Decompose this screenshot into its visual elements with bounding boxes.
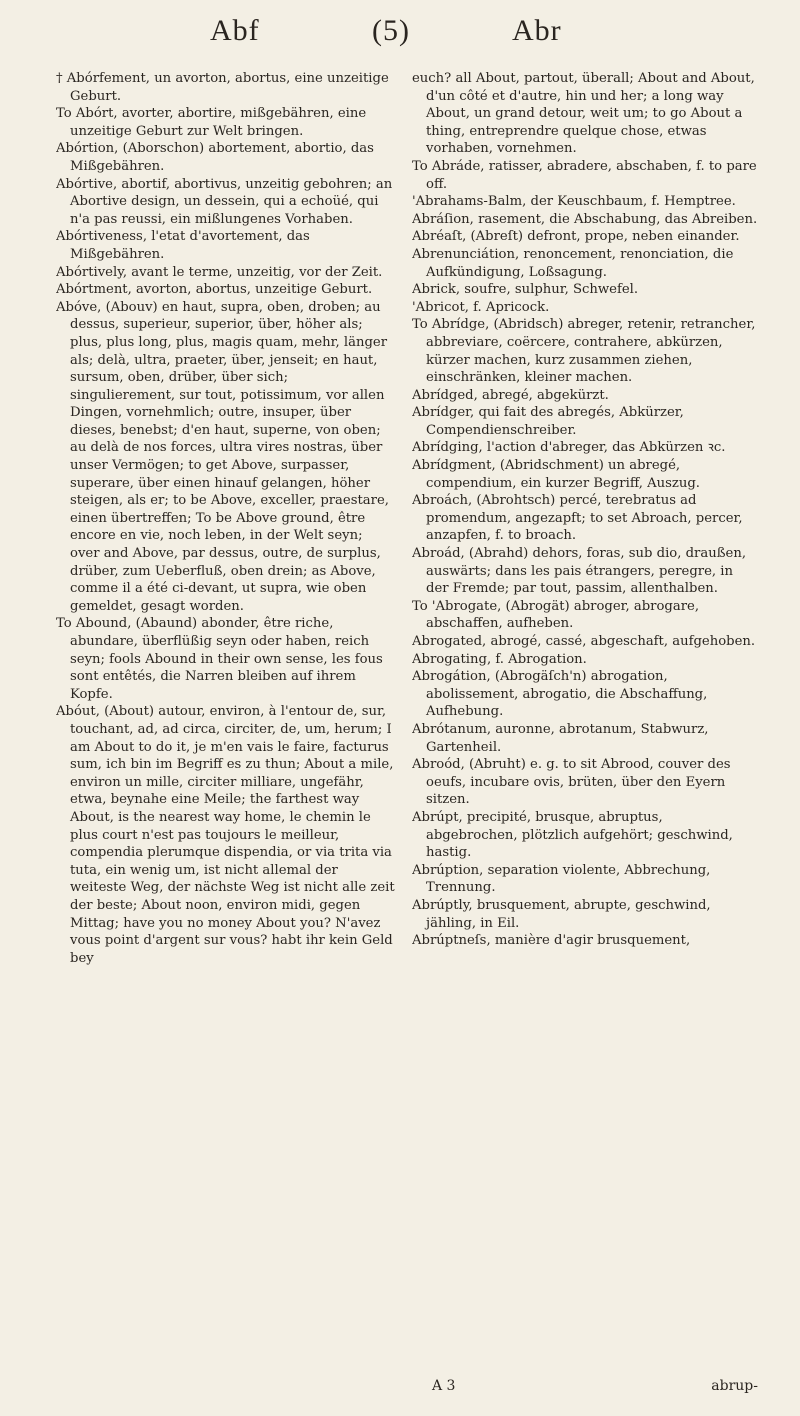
page-footer — [412, 1378, 758, 1398]
entry-definition: avant le terme, unzeitig, vor der Zeit. — [131, 264, 383, 280]
running-header — [0, 0, 800, 70]
entry-headword: Abrick, — [412, 282, 461, 298]
entry-definition: (Abruht) e. g. to sit Abrood, couver des oeufs, incubare ovis, brüten, über den Eyern sitzen. — [426, 757, 731, 808]
entry-headword: To Abrídge, — [412, 317, 490, 333]
entry-headword: Abórtion, — [56, 141, 119, 157]
entry-headword: Abrídgment, — [412, 458, 496, 474]
catchword: abrup- — [711, 1378, 758, 1394]
dictionary-entry — [412, 809, 758, 862]
entry-definition: (Aborschon) abortement, abortio, das Mißgebähren. — [70, 141, 374, 174]
entry-definition: abortif, abortivus, unzeitig gebohren; an Abortive design, un dessein, qui a echoüé, qui n'a pas reussi, ein mißlungenes Vorhaben. — [70, 176, 393, 227]
entry-headword: Abóut, — [56, 704, 100, 720]
right-column — [412, 70, 758, 1410]
entry-definition: f. Abrogation. — [495, 651, 587, 667]
entry-definition: auronne, abrotanum, Stabwurz, Gartenheil. — [426, 721, 709, 755]
entry-definition: separation violente, Abbrechung, Trennung. — [426, 862, 711, 896]
dictionary-entry — [412, 721, 758, 756]
entry-headword: Abóve, — [56, 299, 102, 315]
entry-definition: (Abreſt) defront, prope, neben einander. — [470, 229, 740, 245]
entry-definition: precipité, brusque, abruptus, abgebrochen, plötzlich aufgehört; geschwind, hastig. — [426, 809, 733, 861]
entry-headword: Abórtive, — [56, 176, 118, 192]
entry-definition: brusquement, abrupte, geschwind, jähling, in Eil. — [426, 897, 711, 931]
entry-headword: Abroód, — [412, 757, 465, 773]
signature-mark: A 3 — [432, 1378, 456, 1394]
entry-headword: Abrenunciátion, — [412, 246, 520, 262]
dictionary-entry — [412, 316, 758, 386]
entry-definition: qui fait des abregés, Abkürzer, Compendienschreiber. — [426, 405, 684, 438]
dictionary-entry — [412, 246, 758, 281]
entry-definition: renoncement, renonciation, die Aufkündigung, Loßsagung. — [426, 246, 734, 280]
dictionary-entry — [412, 862, 758, 897]
entry-definition: (About) autour, environ, à l'entour de, sur, touchant, ad, ad circa, circiter, de, um, herum; I am About to do it, je m'en vais le faire, facturus sum, ich bin im Begriff es zu thun; About a mile, environ un mille, circiter milliare, ungefähr, etwa, beynahe eine Meile; the farthest way About, is the nearest way home, le chemin le plus court n'est pas toujours le meilleur, compendia plerumque dispendia, or via trita via tuta, ein wenig um, ist nicht allemal der weiteste Weg, der nächste Weg ist nicht alle zeit der beste; About noon, environ midi, gegen Mittag; have you no money About you? N'avez vous point d'argent sur vous? habt ihr kein Geld bey — [70, 704, 395, 966]
entry-headword: Abórtment, — [56, 282, 132, 298]
dictionary-entry — [56, 70, 396, 105]
entry-headword: Abrogátion, — [412, 669, 491, 685]
entry-headword: Abrogating, — [412, 651, 492, 667]
dictionary-entry — [412, 158, 758, 193]
dictionary-entry — [412, 668, 758, 721]
page-number: (5) — [372, 14, 410, 47]
entry-headword: Abrúptneſs, — [412, 933, 491, 949]
entry-headword: 'Abrahams-Balm, — [412, 194, 527, 210]
dictionary-entry — [412, 932, 758, 950]
dictionary-entry — [56, 281, 396, 299]
entry-definition: (Abrogät) abroger, abrogare, abschaffen, aufheben. — [426, 598, 700, 632]
entry-definition: abregé, abgekürzt. — [482, 387, 609, 403]
entry-definition: (Abridschment) un abregé, compendium, ein kurzer Begriff, Auszug. — [426, 458, 700, 491]
entry-definition: euch? all About, partout, überall; About and About, d'un côté et d'autre, hin und her; a long way About, un grand detour, weit um; to go About a thing, entreprendre quelque chose, etwas vorhaben, vornehmen. — [412, 71, 755, 157]
dictionary-entry — [56, 264, 396, 282]
entry-definition: manière d'agir brusquement, — [494, 933, 691, 949]
entry-definition: abrogé, cassé, abgeschaft, aufgehoben. — [490, 634, 756, 649]
entry-definition: (Abrogäſch'n) abrogation, abolissement, abrogatio, die Abschaffung, Aufhebung. — [426, 669, 708, 720]
entry-definition: ratisser, abradere, abschaben, f. to pare off. — [426, 158, 757, 192]
dictionary-entry — [56, 176, 396, 229]
entry-definition: avorter, abortire, mißgebähren, eine unzeitige Geburt zur Welt bringen. — [70, 106, 367, 139]
entry-headword: Abroád, — [412, 546, 465, 562]
left-column — [56, 70, 396, 1410]
dictionary-entry — [412, 651, 758, 669]
entry-definition: avorton, abortus, unzeitige Geburt. — [136, 282, 373, 298]
dictionary-entry — [412, 387, 758, 405]
entry-definition: der Keuschbaum, f. Hemptree. — [530, 194, 736, 210]
entry-definition: un avorton, abortus, eine unzeitige Geburt. — [70, 71, 389, 104]
entry-definition: l'action d'abreger, das Abkürzen ꝛc. — [486, 440, 726, 456]
entry-definition: (Abridsch) abreger, retenir, retrancher, abbreviare, coërcere, contrahere, abkürzen, kürzer machen, kurz zusammen ziehen, einschränken, kleiner machen. — [426, 317, 756, 386]
entry-headword: Abrogated, — [412, 634, 487, 649]
entry-headword: To Abórt, — [56, 106, 118, 122]
dictionary-entry — [412, 281, 758, 299]
entry-definition: (Abaund) abonder, être riche, abundare, überflüßig seyn oder haben, reich seyn; fools Abound in their own sense, les fous sont entêtés, die Narren bleiben auf ihrem Kopfe. — [70, 616, 383, 702]
entry-headword: Abrúption, — [412, 862, 484, 878]
dictionary-entry — [412, 457, 758, 492]
entry-definition: (Abrohtsch) percé, terebratus ad promendum, angezapft; to set Abroach, percer, anzapfen, f. to broach. — [426, 493, 743, 544]
dictionary-entry — [412, 492, 758, 545]
dictionary-entry — [56, 299, 396, 616]
entry-definition: rasement, die Abschabung, das Abreiben. — [478, 211, 758, 227]
dictionary-entry — [56, 105, 396, 140]
entry-headword: Abórtively, — [56, 264, 128, 280]
dictionary-entry — [412, 299, 758, 317]
entry-headword: To Abound, — [56, 616, 132, 632]
entry-definition: (Abouv) en haut, supra, oben, droben; au dessus, superieur, superior, über, höher als; plus, plus long, plus, magis quam, mehr, länger als; delà, ultra, praeter, über, jenseit; en haut, sursum, oben, drüber, über sich; singulierement, sur tout, potissimum, vor allen Dingen, vornehmlich; outre, insuper, über dieses, benebst; d'en haut, superne, von oben; au delà de nos forces, ultra vires nostras, über unser Vermögen; to get Above, surpasser, superare, über einen hinauf gelangen, höher steigen, als er; to be Above, exceller, praestare, einen übertreffen; To be Above ground, être encore en vie, noch leben, in der Welt seyn; over and Above, par dessus, outre, de surplus, drüber, zum Ueberfluß, oben drein; as Above, comme il a été ci-devant, ut supra, wie oben gemeldet, gesagt worden. — [70, 299, 389, 614]
entry-headword: Abráſion, — [412, 211, 474, 227]
entry-definition: (Abrahd) dehors, foras, sub dio, draußen, auswärts; dans les pais étrangers, peregre, in der Fremde; par tout, passim, allenthalben. — [426, 546, 747, 597]
dictionary-entry — [412, 404, 758, 439]
entry-definition: f. Apricock. — [473, 299, 550, 315]
dictionary-entry — [56, 140, 396, 175]
dictionary-entry — [56, 615, 396, 703]
entry-headword: Abréaſt, — [412, 229, 467, 245]
entry-definition: l'etat d'avortement, das Mißgebähren. — [70, 229, 310, 262]
entry-headword: Abrídged, — [412, 387, 478, 403]
header-left-guideword: Abf — [210, 14, 260, 47]
dictionary-entry — [412, 598, 758, 633]
dictionary-entry — [412, 756, 758, 809]
entry-headword: Abrídging, — [412, 440, 483, 456]
entry-definition: soufre, sulphur, Schwefel. — [464, 282, 639, 298]
entry-headword: To 'Abrogate, — [412, 598, 502, 614]
entry-headword: Abrúptly, — [412, 897, 473, 913]
entry-headword: Abroách, — [412, 493, 473, 509]
dictionary-entry — [412, 545, 758, 598]
dictionary-entry — [412, 228, 758, 246]
entry-headword: 'Abricot, — [412, 299, 469, 315]
dictionary-entry — [412, 897, 758, 932]
header-right-guideword: Abr — [512, 14, 562, 47]
entry-headword: Abrídger, — [412, 405, 475, 421]
dictionary-entry — [412, 633, 758, 651]
entry-headword: † Abórfement, — [56, 71, 150, 86]
dictionary-entry — [412, 211, 758, 229]
entry-headword: Abórtiveness, — [56, 229, 148, 245]
dictionary-entry — [412, 193, 758, 211]
entry-headword: To Abráde, — [412, 158, 485, 174]
dictionary-entry — [412, 70, 758, 158]
entry-headword: Abrúpt, — [412, 809, 463, 825]
entry-headword: Abrótanum, — [412, 721, 492, 737]
dictionary-entry — [56, 703, 396, 967]
dictionary-entry — [412, 439, 758, 457]
dictionary-entry — [56, 228, 396, 263]
